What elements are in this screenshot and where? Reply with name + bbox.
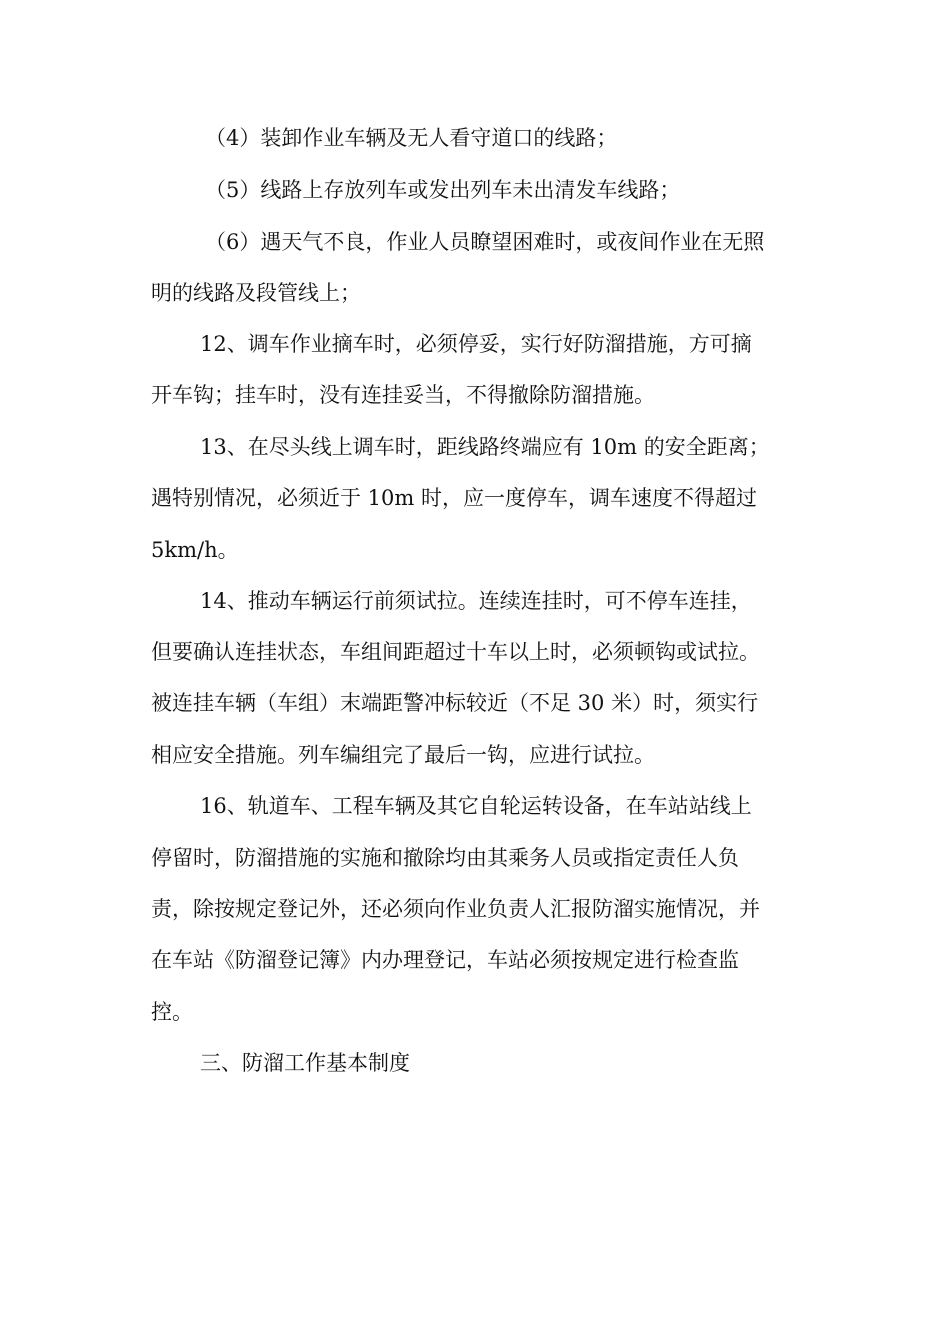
text-line-13: 相应安全措施。列车编组完了最后一钩，应进行试拉。 — [151, 743, 655, 767]
text-line-1: （4）装卸作业车辆及无人看守道口的线路； — [205, 126, 618, 150]
text-line-14: 16、轨道车、工程车辆及其它自轮运转设备，在车站站线上 — [200, 794, 752, 818]
text-line-10: 14、推动车辆运行前须试拉。连续连挂时，可不停车连挂， — [200, 589, 752, 613]
text-line-3: （6）遇天气不良，作业人员瞭望困难时，或夜间作业在无照 — [205, 230, 765, 254]
text-line-12: 被连挂车辆（车组）末端距警冲标较近（不足 30 米）时，须实行 — [151, 691, 759, 715]
text-line-15: 停留时，防溜措施的实施和撤除均由其乘务人员或指定责任人负 — [151, 846, 739, 870]
text-line-11: 但要确认连挂状态，车组间距超过十车以上时，必须顿钩或试拉。 — [151, 640, 760, 664]
section-heading: 三、防溜工作基本制度 — [200, 1051, 410, 1075]
text-line-4: 明的线路及段管线上； — [151, 281, 361, 305]
text-line-6: 开车钩；挂车时，没有连挂妥当，不得撤除防溜措施。 — [151, 383, 655, 407]
text-line-18: 控。 — [151, 1000, 193, 1024]
text-line-2: （5）线路上存放列车或发出列车未出清发车线路； — [205, 178, 681, 202]
text-line-7: 13、在尽头线上调车时，距线路终端应有 10m 的安全距离； — [200, 435, 770, 459]
text-line-8: 遇特别情况，必须近于 10m 时，应一度停车，调车速度不得超过 — [151, 486, 757, 510]
text-line-9: 5km/h。 — [151, 538, 239, 562]
text-line-5: 12、调车作业摘车时，必须停妥，实行好防溜措施，方可摘 — [200, 332, 752, 356]
text-line-16: 责，除按规定登记外，还必须向作业负责人汇报防溜实施情况，并 — [151, 897, 760, 921]
text-line-17: 在车站《防溜登记簿》内办理登记，车站必须按规定进行检查监 — [151, 948, 739, 972]
